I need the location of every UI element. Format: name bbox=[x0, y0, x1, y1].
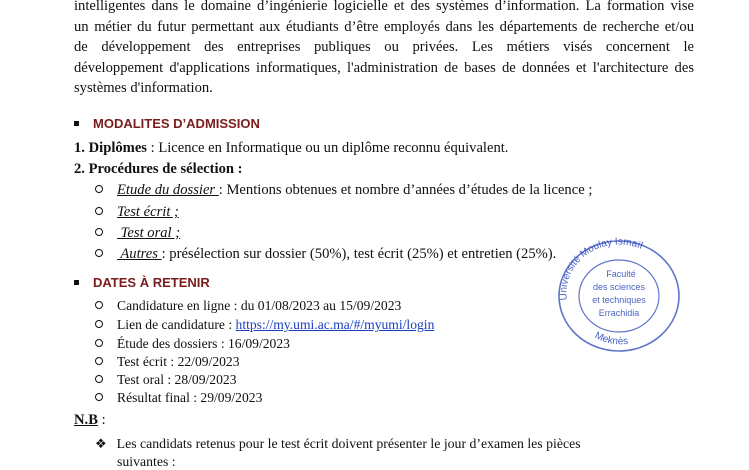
square-bullet-icon bbox=[74, 121, 79, 126]
date-item-text: Test oral : 28/09/2023 bbox=[117, 372, 237, 387]
circle-bullet-icon bbox=[95, 320, 103, 328]
procedure-item-label: Autres bbox=[117, 246, 162, 262]
circle-bullet-icon bbox=[95, 357, 103, 365]
procedures-number: 2. bbox=[74, 161, 85, 177]
stamp-outer-top-text: Université Moulay Ismaïl bbox=[558, 236, 645, 301]
nb-item-text: suivantes : bbox=[117, 454, 176, 469]
circle-bullet-icon bbox=[95, 228, 103, 236]
date-item-text: Étude des dossiers : 16/09/2023 bbox=[117, 336, 290, 351]
procedure-item bbox=[95, 182, 592, 199]
stamp-inner-text: Faculté bbox=[606, 269, 636, 279]
nb-heading bbox=[74, 412, 106, 429]
date-item bbox=[95, 336, 290, 352]
diplomes-number: 1. bbox=[74, 140, 85, 156]
dates-heading bbox=[74, 275, 210, 290]
procedures-line bbox=[74, 161, 243, 178]
date-item bbox=[95, 317, 434, 333]
diamond-bullet-icon: ❖ bbox=[95, 436, 107, 451]
intro-line: développement d'applications informatiques, l'administration de bases de données et l'architecture des bbox=[74, 59, 694, 76]
procedure-item bbox=[95, 246, 556, 263]
intro-line: de développement des entreprises publiques ou privées. Les métiers visés concernent le bbox=[74, 39, 694, 56]
university-stamp bbox=[553, 234, 683, 354]
diplomes-line bbox=[74, 140, 508, 157]
procedure-item-label: Test écrit ; bbox=[117, 204, 179, 220]
circle-bullet-icon bbox=[95, 185, 103, 193]
procedure-item-text: : présélection sur dossier (50%), test écrit (25%) et entretien (25%). bbox=[161, 246, 557, 262]
nb-item-continuation bbox=[117, 454, 176, 470]
square-bullet-icon bbox=[74, 280, 79, 285]
circle-bullet-icon bbox=[95, 301, 103, 309]
date-item-text: Lien de candidature : bbox=[117, 317, 236, 332]
date-item-text: Candidature en ligne : du 01/08/2023 au 15/09/2023 bbox=[117, 298, 402, 313]
circle-bullet-icon bbox=[95, 339, 103, 347]
admission-heading bbox=[74, 116, 260, 131]
procedure-item bbox=[95, 225, 180, 242]
candidature-link[interactable]: https://my.umi.ac.ma/#/myumi/login bbox=[235, 317, 435, 332]
procedure-item-label: Etude du dossier bbox=[117, 182, 219, 198]
circle-bullet-icon bbox=[95, 393, 103, 401]
diplomes-text: : Licence en Informatique ou un diplôme reconnu équivalent. bbox=[146, 140, 509, 156]
date-item-text: Résultat final : 29/09/2023 bbox=[117, 390, 263, 405]
circle-bullet-icon bbox=[95, 207, 103, 215]
intro-line: un métier du futur permettant aux étudiants d’être employés dans les départements de recherche et/ou bbox=[74, 18, 694, 35]
nb-item-text: Les candidats retenus pour le test écrit doivent présenter le jour d’examen les pièces bbox=[116, 436, 581, 451]
stamp-inner-text: des sciences bbox=[592, 282, 646, 292]
nb-label: N.B bbox=[74, 412, 98, 428]
dates-heading-text: DATES À RETENIR bbox=[93, 275, 210, 290]
circle-bullet-icon bbox=[95, 375, 103, 383]
procedure-item-label: Test oral ; bbox=[117, 225, 181, 241]
date-item-text: Test écrit : 22/09/2023 bbox=[117, 354, 240, 369]
procedure-item-text: : Mentions obtenues et nombre d’années d’études de la licence ; bbox=[218, 182, 593, 198]
admission-heading-text: MODALITES D’ADMISSION bbox=[93, 116, 260, 131]
date-item bbox=[95, 390, 262, 406]
stamp-inner-text: et techniques bbox=[592, 295, 646, 305]
circle-bullet-icon bbox=[95, 249, 103, 257]
intro-line: systèmes d'information. bbox=[74, 80, 213, 97]
nb-item bbox=[95, 436, 581, 452]
stamp-outer-bottom-text: Meknès bbox=[593, 330, 629, 348]
date-item bbox=[95, 298, 401, 314]
nb-colon: : bbox=[97, 412, 106, 428]
intro-paragraph bbox=[74, 0, 694, 99]
procedures-label: Procédures de sélection : bbox=[88, 161, 243, 177]
intro-line: intelligentes dans le domaine d’ingénierie logicielle et des systèmes d’information. La formation vise bbox=[74, 0, 694, 14]
date-item bbox=[95, 354, 240, 370]
diplomes-label: Diplômes bbox=[88, 140, 147, 156]
date-item bbox=[95, 372, 237, 388]
stamp-inner-text: Errachidia bbox=[598, 308, 640, 318]
procedure-item bbox=[95, 204, 179, 221]
